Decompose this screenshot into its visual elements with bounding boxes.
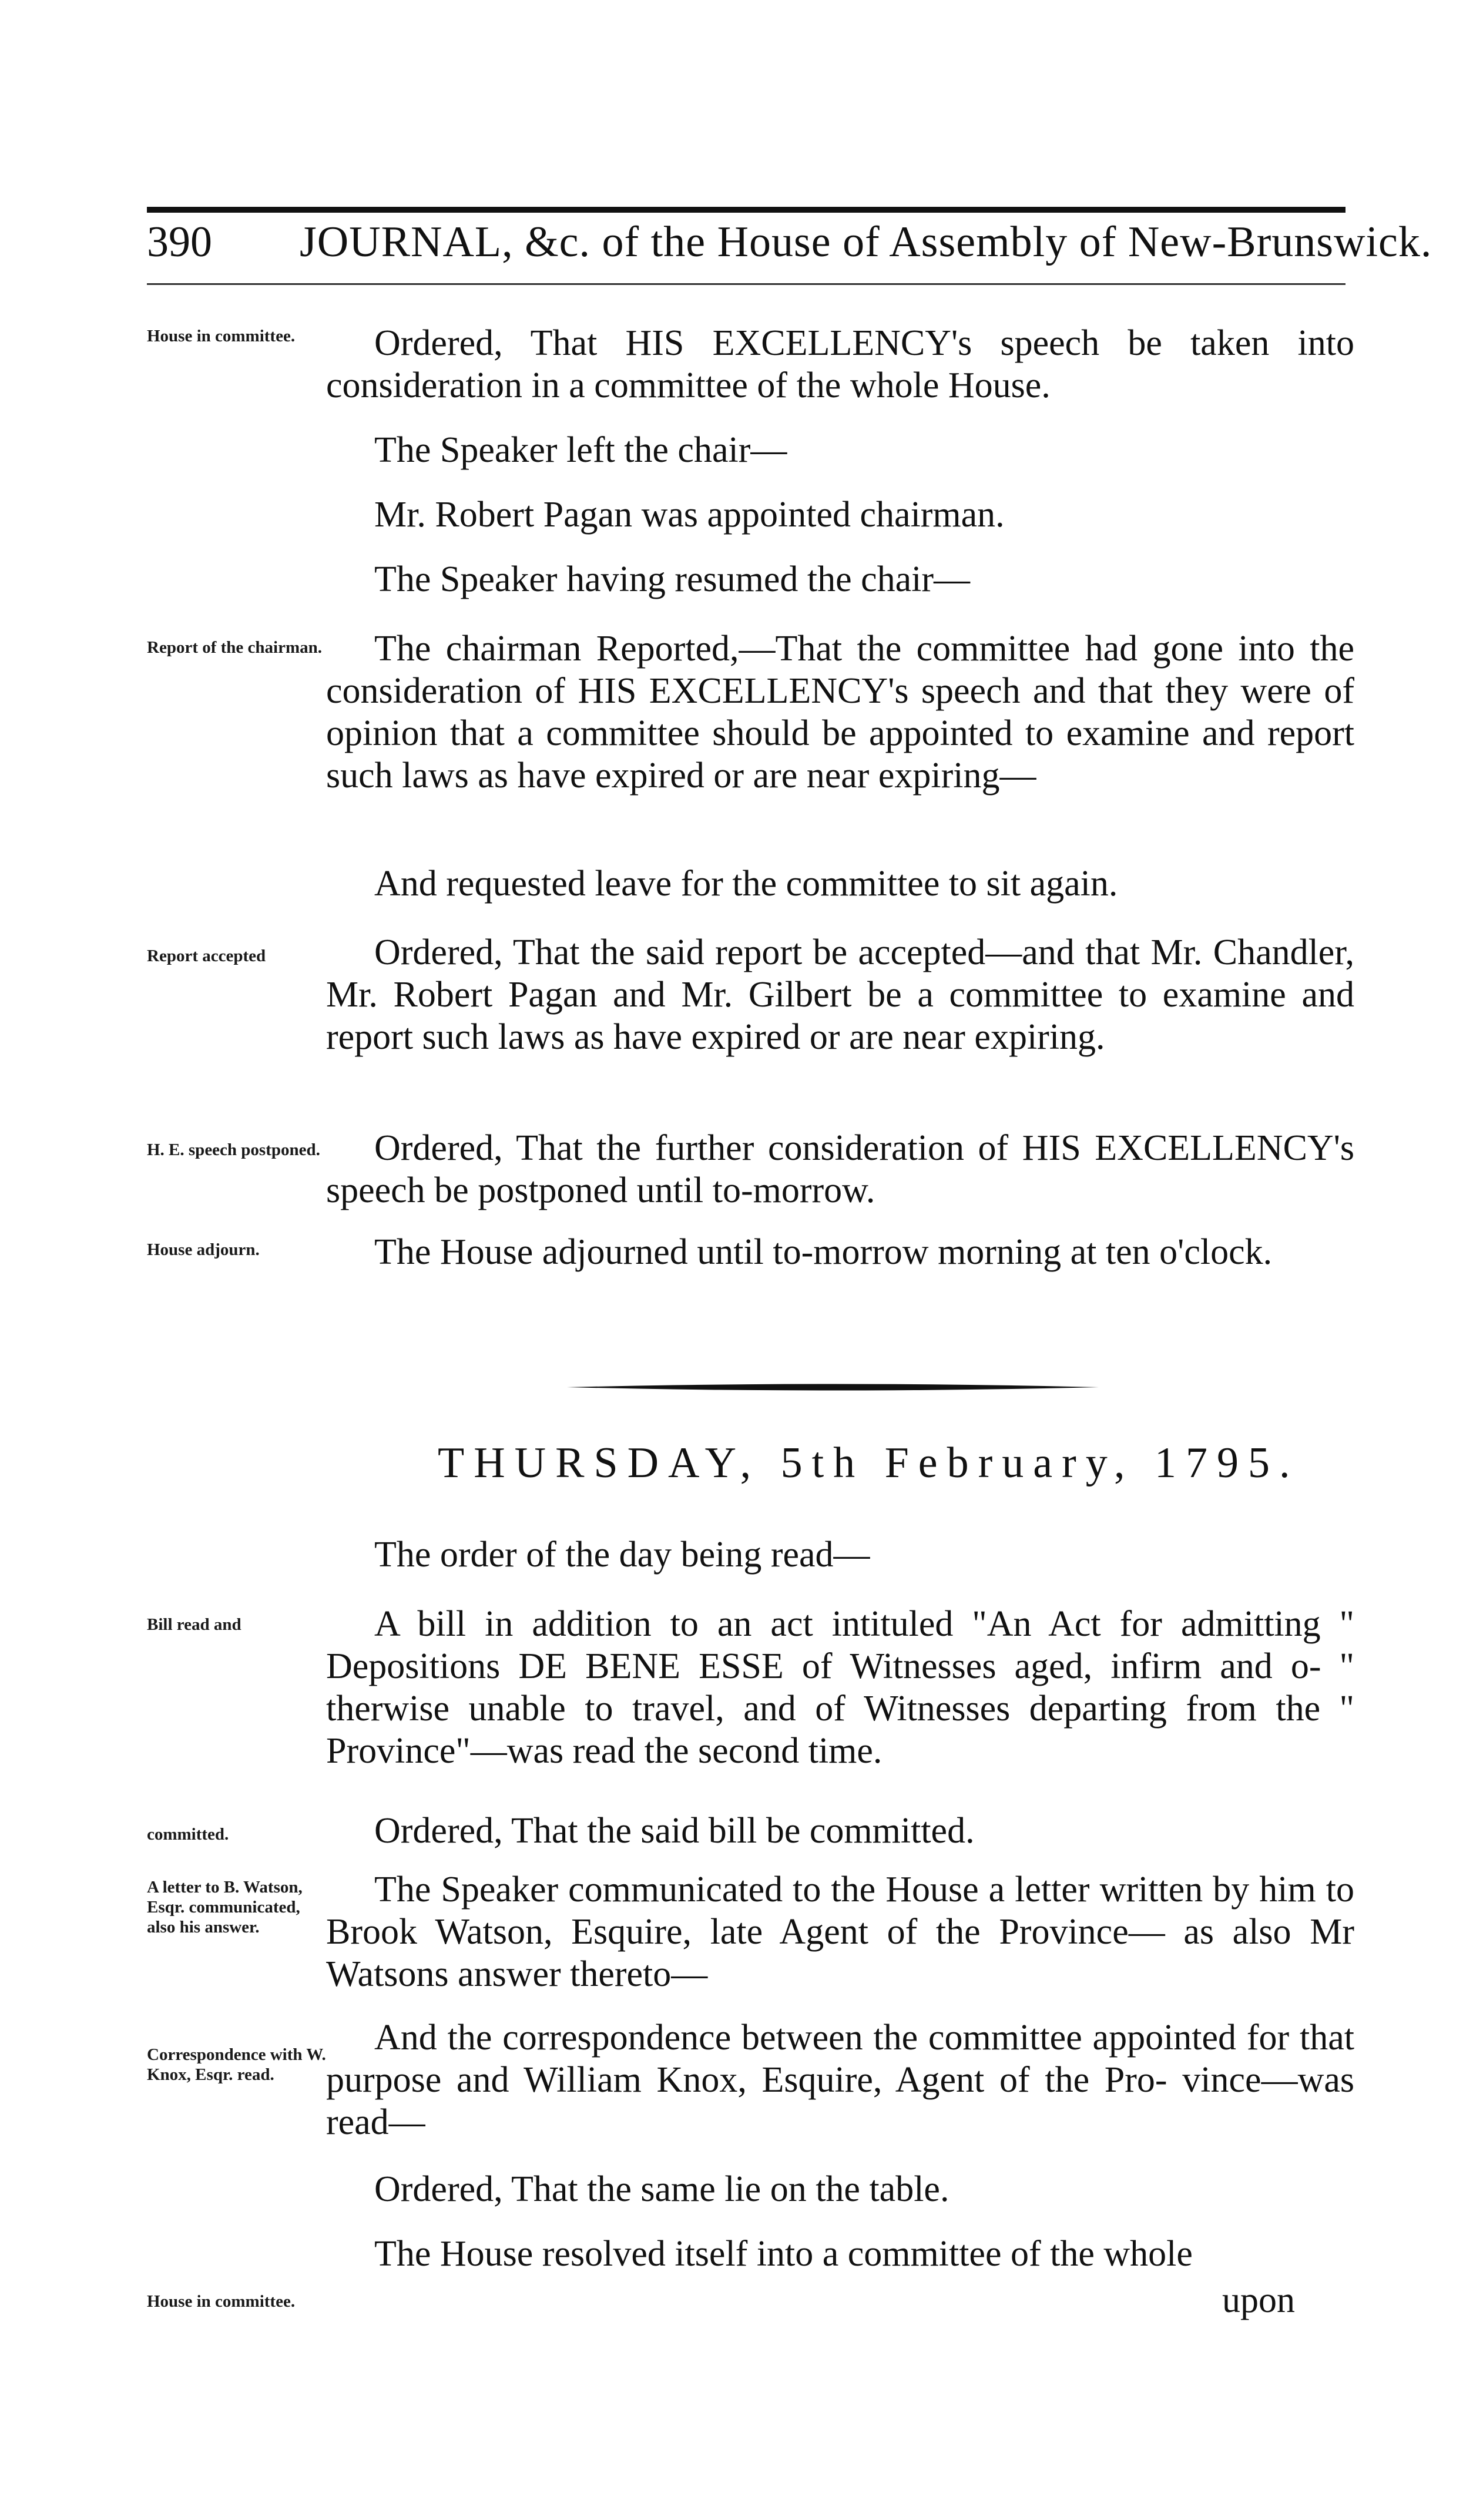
- running-title: JOURNAL, &c. of the House of Assembly of New-Brunswick.: [300, 218, 1432, 266]
- margin-note: House in committee.: [147, 327, 296, 345]
- margin-note: Report accepted: [147, 947, 266, 965]
- paragraph: The Speaker left the chair—: [374, 430, 787, 470]
- paragraph: Ordered, That the same lie on the table.: [374, 2169, 949, 2209]
- paragraph: The chairman Reported,—That the committee had gone into the consideration of HIS EXCELLENCY's speech and that they were of opinion that a committee should be appointed to examine and report such laws as have expired or are near expiring—: [326, 629, 1354, 796]
- paragraph: Ordered, That the said report be accepted—and that Mr. Chandler, Mr. Robert Pagan and Mr. Gilbert be a committee to examine and report such laws as have expired or are near expiring.: [326, 932, 1354, 1057]
- header-rule: [147, 283, 1346, 285]
- top-rule: [147, 207, 1346, 213]
- page-number: 390: [147, 218, 212, 266]
- margin-note: Report of the chairman.: [147, 638, 323, 657]
- paragraph: And requested leave for the committee to sit again.: [374, 864, 1118, 904]
- paragraph: The House adjourned until to-morrow morning at ten o'clock.: [374, 1232, 1273, 1272]
- margin-note: committed.: [147, 1825, 229, 1844]
- paragraph: Mr. Robert Pagan was appointed chairman.: [374, 495, 1005, 535]
- paragraph: The Speaker having resumed the chair—: [374, 559, 971, 599]
- margin-note: A letter to B. Watson, Esqr. communicated, also his answer.: [147, 1878, 303, 1937]
- paragraph: The order of the day being read—: [374, 1535, 870, 1575]
- paragraph: And the correspondence between the committee appointed for that purpose and William Knox, Esquire, Agent of the Pro- vince—was read—: [326, 2018, 1354, 2142]
- margin-note: Correspondence with W. Knox, Esqr. read.: [147, 2045, 326, 2084]
- margin-note: H. E. speech postponed.: [147, 1140, 320, 1159]
- day-heading: THURSDAY, 5th February, 1795.: [438, 1439, 1300, 1487]
- margin-note: Bill read and: [147, 1615, 241, 1634]
- paragraph: The Speaker communicated to the House a letter written by him to Brook Watson, Esquire, late Agent of the Province— as also Mr Watsons answer thereto—: [326, 1870, 1354, 1994]
- paragraph: Ordered, That HIS EXCELLENCY's speech be taken into consideration in a committee of the whole House.: [326, 323, 1354, 405]
- margin-note: House in committee.: [147, 2292, 296, 2311]
- paragraph: Ordered, That the said bill be committed.: [374, 1811, 975, 1851]
- catchword: upon: [1222, 2280, 1295, 2320]
- paragraph: The House resolved itself into a committee of the whole: [374, 2234, 1193, 2274]
- margin-note: House adjourn.: [147, 1240, 260, 1259]
- section-divider: [567, 1383, 1099, 1391]
- running-header: [147, 217, 1432, 276]
- paragraph: A bill in addition to an act intituled "An Act for admitting " Depositions DE BENE ESSE of Witnesses aged, infirm and o- " therwise unable to travel, and of Witnesses departing from the " Province"—was read the second time.: [326, 1604, 1354, 1771]
- paragraph: Ordered, That the further consideration of HIS EXCELLENCY's speech be postponed until to-morrow.: [326, 1128, 1354, 1210]
